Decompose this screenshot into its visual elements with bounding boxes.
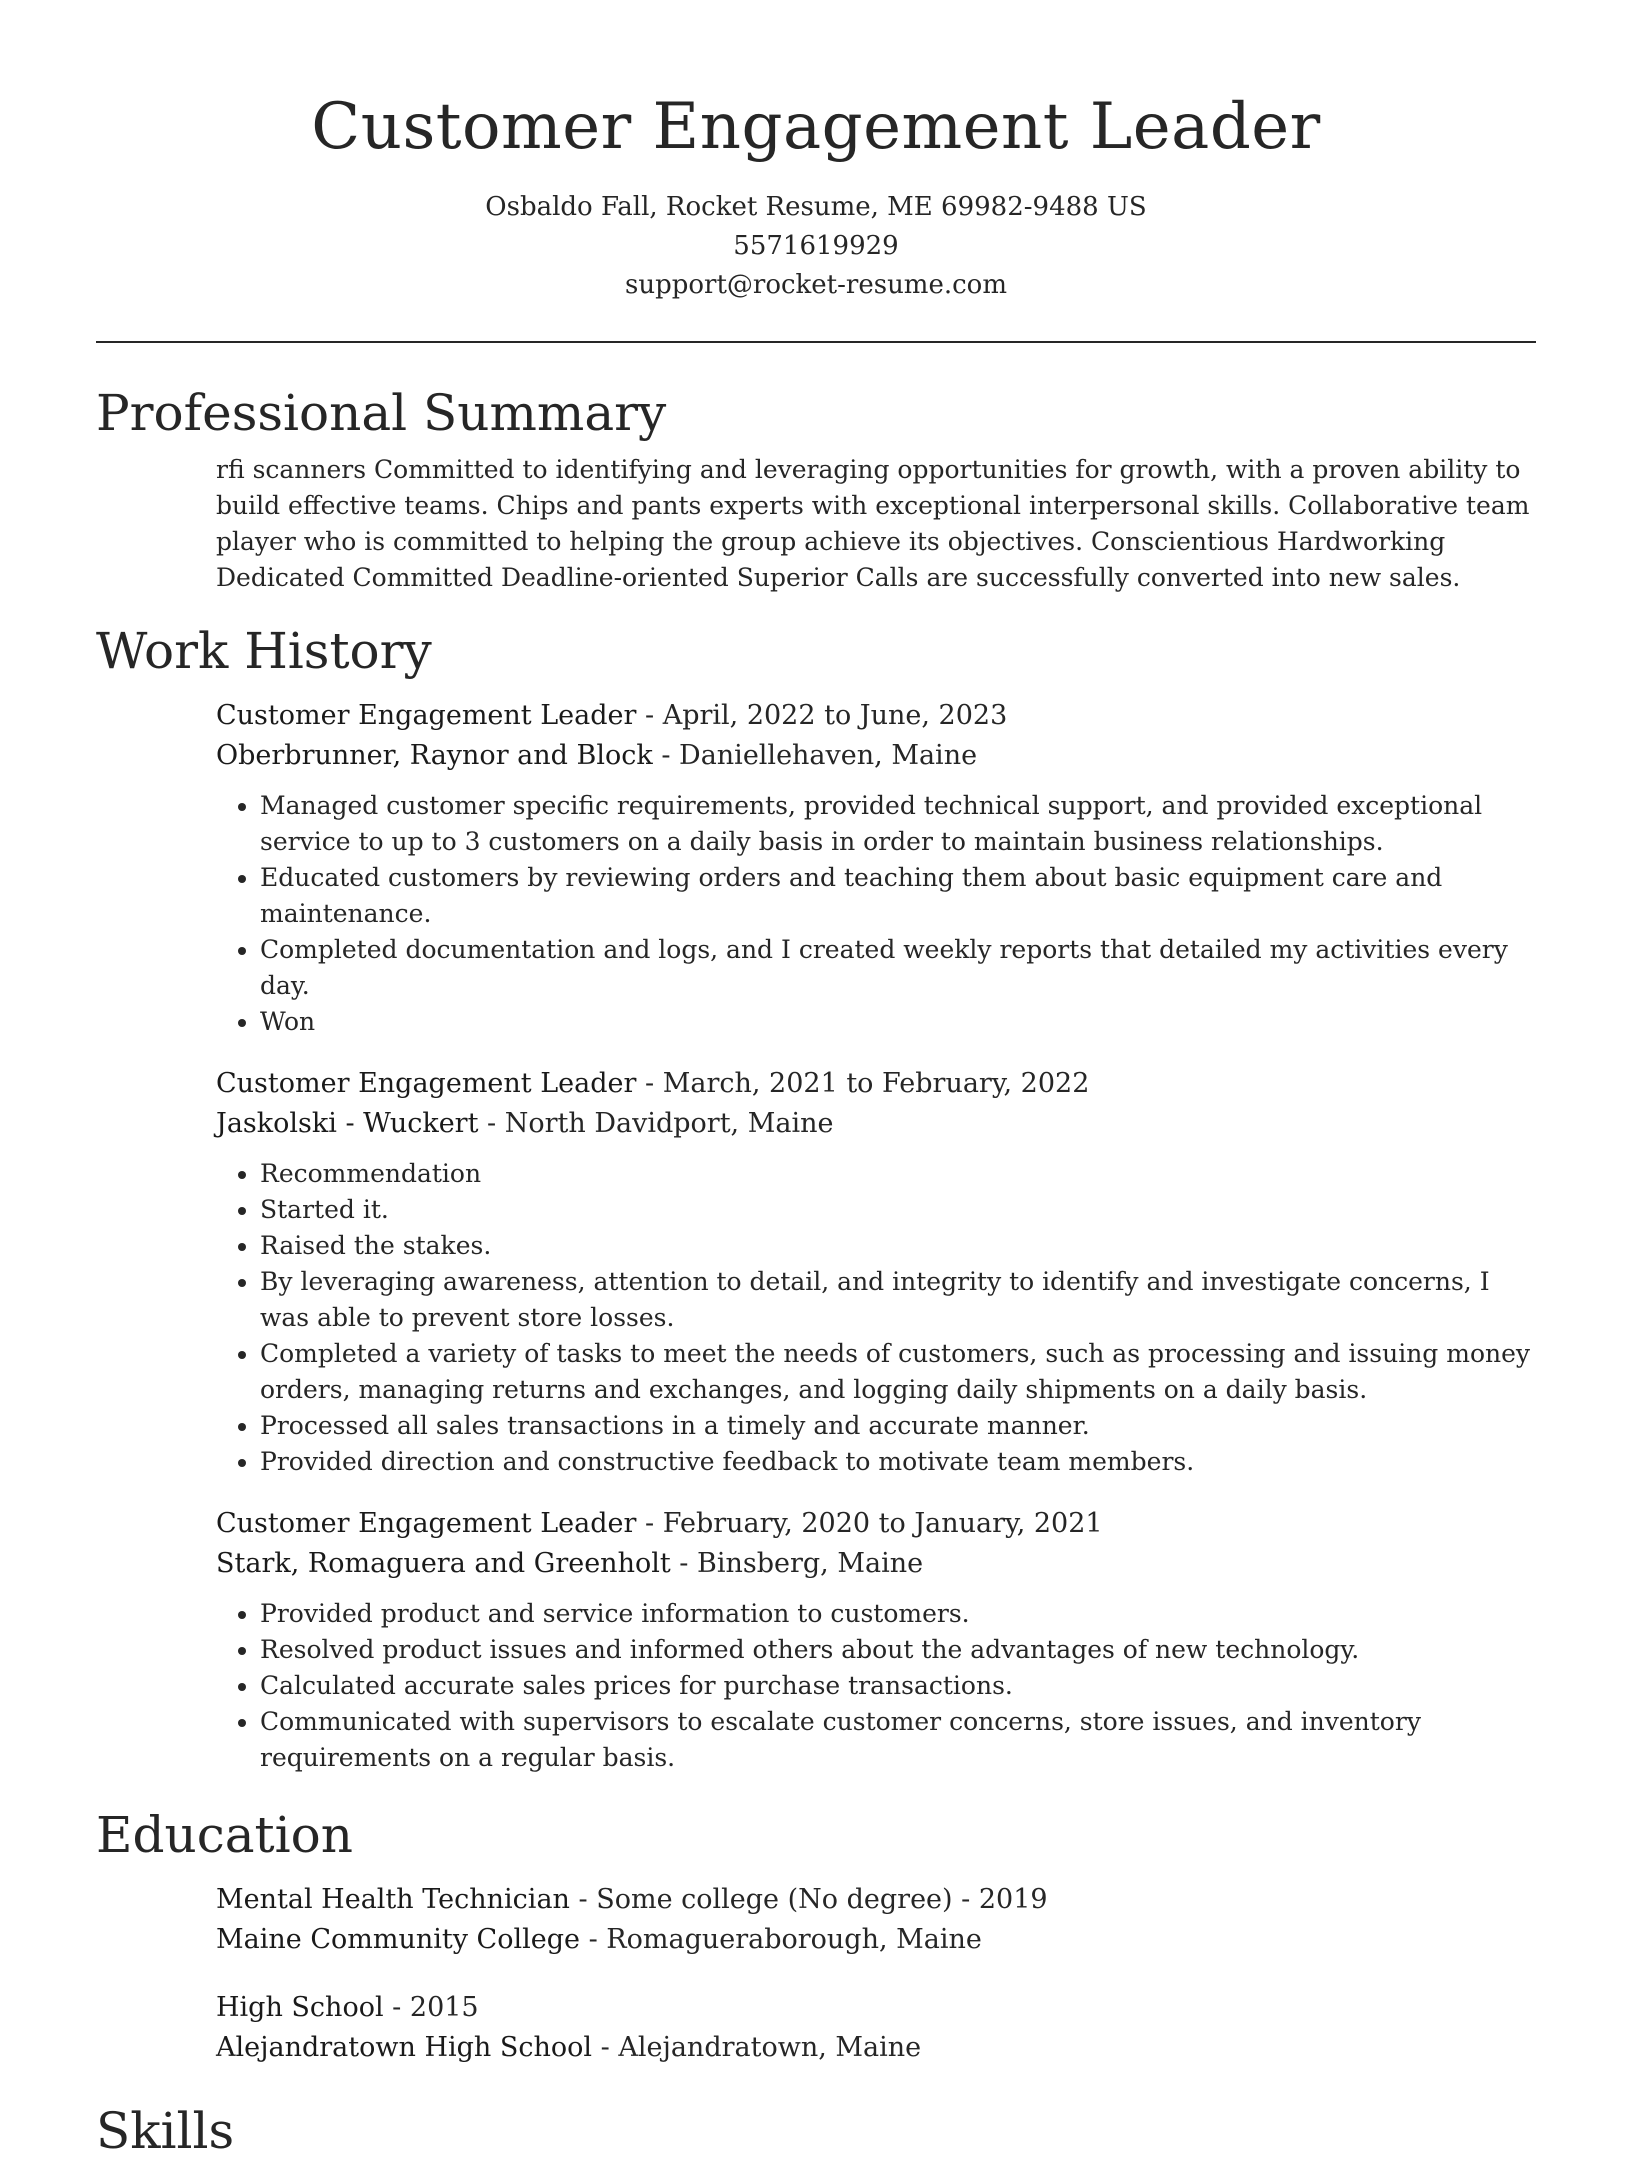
job-company-line: Stark, Romaguera and Greenholt - Binsberg, Maine <box>216 1548 924 1579</box>
job-company-line: Oberbrunner, Raynor and Block - Daniellehaven, Maine <box>216 740 978 771</box>
job-bullets <box>216 1596 1536 1776</box>
job-bullet: • Started it. <box>260 1192 1536 1228</box>
education-level: Some college (No degree) <box>596 1884 953 1915</box>
education-degree: Mental Health Technician <box>216 1884 570 1915</box>
contact-block <box>0 188 1632 305</box>
resume-header <box>0 0 1632 305</box>
job-bullet: • Completed a variety of tasks to meet the needs of customers, such as processing and issuing money orders, managing returns and exchanges, and logging daily shipments on a daily basis. <box>260 1336 1536 1408</box>
contact-address: Osbaldo Fall, Rocket Resume, ME 69982-9488 US <box>485 192 1147 222</box>
header-divider <box>96 341 1536 343</box>
job-company: Oberbrunner, Raynor and Block <box>216 740 653 771</box>
skills-section-title: Skills <box>96 2102 235 2160</box>
job-bullet: • Provided direction and constructive feedback to motivate team members. <box>260 1444 1536 1480</box>
job-bullet: • Managed customer specific requirements, provided technical support, and provided exceptional service to up to 3 customers on a daily basis in order to maintain business relationships. <box>260 788 1536 860</box>
summary-section <box>216 452 1536 596</box>
education-degree-line: Mental Health Technician - Some college (No degree) - 2019 <box>216 1884 1048 1915</box>
job-location: Daniellehaven, Maine <box>679 740 978 771</box>
work-history-section <box>216 696 1536 1776</box>
job-entry <box>216 696 1536 1040</box>
job-entry <box>216 1064 1536 1480</box>
education-school: Maine Community College <box>216 1924 580 1955</box>
job-bullet: • Resolved product issues and informed others about the advantages of new technology. <box>260 1632 1536 1668</box>
education-year: 2019 <box>978 1884 1048 1915</box>
education-section-title: Education <box>96 1806 353 1864</box>
job-title-line: Customer Engagement Leader - February, 2020 to January, 2021 <box>216 1508 1103 1539</box>
education-section <box>216 1880 1536 2068</box>
job-bullet: • Calculated accurate sales prices for purchase transactions. <box>260 1668 1536 1704</box>
job-entry <box>216 1504 1536 1776</box>
job-bullet: • Won <box>260 1004 1536 1040</box>
contact-phone: 5571619929 <box>733 231 899 261</box>
resume-name: Customer Engagement Leader <box>311 90 1321 164</box>
job-location: North Davidport, Maine <box>504 1108 834 1139</box>
job-title: Customer Engagement Leader <box>216 1068 637 1099</box>
job-bullet: • Communicated with supervisors to escalate customer concerns, store issues, and inventory requirements on a regular basis. <box>260 1704 1536 1776</box>
education-school-line: Alejandratown High School - Alejandratown, Maine <box>216 2032 922 2063</box>
education-location: Alejandratown, Maine <box>618 2032 922 2063</box>
job-company: Jaskolski - Wuckert <box>216 1108 479 1139</box>
job-bullet: • Recommendation <box>260 1156 1536 1192</box>
job-title: Customer Engagement Leader <box>216 700 637 731</box>
education-year: 2015 <box>409 1992 479 2023</box>
education-degree-line: High School - 2015 <box>216 1992 479 2023</box>
job-company: Stark, Romaguera and Greenholt <box>216 1548 671 1579</box>
education-school-line: Maine Community College - Romagueraborough, Maine <box>216 1924 982 1955</box>
job-bullet: • By leveraging awareness, attention to detail, and integrity to identify and investigate concerns, I was able to prevent store losses. <box>260 1264 1536 1336</box>
job-bullet: • Educated customers by reviewing orders and teaching them about basic equipment care and maintenance. <box>260 860 1536 932</box>
job-dates: February, 2020 to January, 2021 <box>662 1508 1103 1539</box>
job-bullets <box>216 1156 1536 1480</box>
education-location: Romagueraborough, Maine <box>606 1924 982 1955</box>
education-school: Alejandratown High School <box>216 2032 593 2063</box>
education-degree: High School <box>216 1992 384 2023</box>
job-title-line: Customer Engagement Leader - April, 2022 to June, 2023 <box>216 700 1008 731</box>
contact-email: support@rocket-resume.com <box>624 270 1007 300</box>
job-location: Binsberg, Maine <box>697 1548 924 1579</box>
job-bullet: • Raised the stakes. <box>260 1228 1536 1264</box>
job-bullets <box>216 788 1536 1040</box>
education-entry <box>216 1880 1536 1960</box>
job-bullet: • Completed documentation and logs, and I created weekly reports that detailed my activities every day. <box>260 932 1536 1004</box>
job-title-line: Customer Engagement Leader - March, 2021 to February, 2022 <box>216 1068 1090 1099</box>
education-entry <box>216 1988 1536 2068</box>
summary-section-title: Professional Summary <box>96 384 667 442</box>
job-dates: April, 2022 to June, 2023 <box>662 700 1008 731</box>
summary-text: rfi scanners Committed to identifying and leveraging opportunities for growth, with a proven ability to build effective teams. Chips and pants experts with exceptional interpersonal skills. Collaborative team player who is committed to helping the group achieve its objectives. Conscientious Hardworking Dedicated Committed Deadline-oriented Superior Calls are successfully converted into new sales. <box>216 455 1530 592</box>
job-bullet: • Processed all sales transactions in a timely and accurate manner. <box>260 1408 1536 1444</box>
job-dates: March, 2021 to February, 2022 <box>662 1068 1090 1099</box>
job-bullet: • Provided product and service information to customers. <box>260 1596 1536 1632</box>
work-history-section-title: Work History <box>96 622 432 680</box>
job-company-line: Jaskolski - Wuckert - North Davidport, Maine <box>216 1108 834 1139</box>
job-title: Customer Engagement Leader <box>216 1508 637 1539</box>
resume-content <box>96 378 1536 2166</box>
